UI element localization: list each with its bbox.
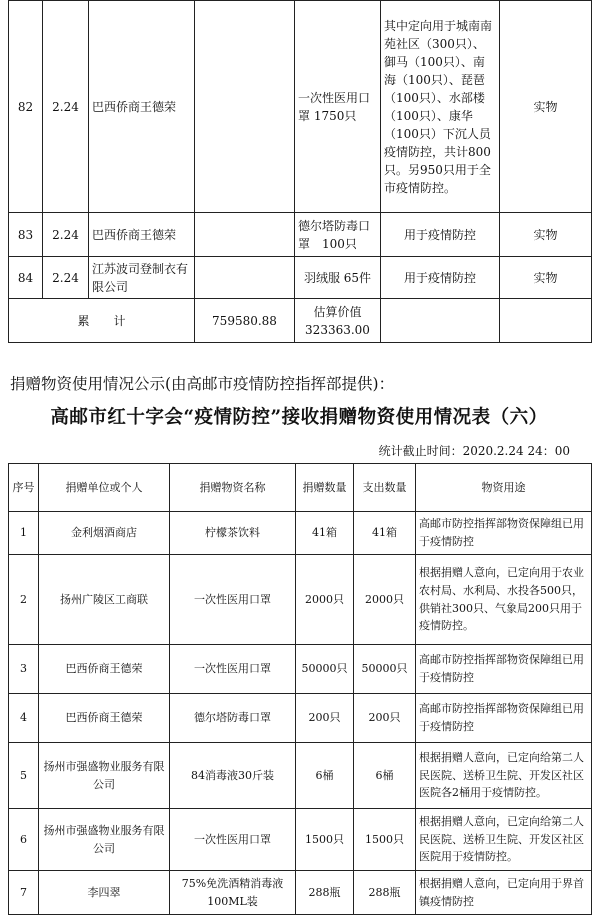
row-number: 6 (9, 809, 39, 871)
row-number: 83 (9, 213, 43, 257)
previous-donations-table (8, 0, 592, 343)
table-row (9, 645, 592, 694)
row-out: 1500只 (354, 809, 416, 871)
row-amount (195, 1, 295, 213)
total-type (500, 299, 592, 343)
row-out: 6桶 (354, 743, 416, 809)
intro-text: 捐赠物资使用情况公示(由高邮市疫情防控指挥部提供)： (10, 375, 395, 393)
stats-time: 统计截止时间：2020.2.24 24：00 (378, 444, 570, 458)
row-use: 根据捐赠人意向，已定向给第二人民医院、送桥卫生院、开发区社区医院用于疫情防控。 (416, 809, 592, 871)
row-donor: 巴西侨商王德荣 (89, 1, 195, 213)
row-use: 高邮市防控指挥部物资保障组已用于疫情防控 (416, 694, 592, 743)
row-number: 1 (9, 512, 39, 555)
row-item: 柠檬茶饮料 (170, 512, 296, 555)
header-donor: 捐赠单位或个人 (39, 464, 170, 512)
table-row (9, 257, 592, 299)
row-number: 3 (9, 645, 39, 694)
row-donor: 李四翠 (39, 871, 170, 915)
row-type: 实物 (500, 1, 592, 213)
row-donor: 巴西侨商王德荣 (39, 694, 170, 743)
row-qty: 41箱 (296, 512, 354, 555)
total-label: 累 计 (9, 299, 195, 343)
row-use: 高邮市防控指挥部物资保障组已用于疫情防控 (416, 512, 592, 555)
row-use: 高邮市防控指挥部物资保障组已用于疫情防控 (416, 645, 592, 694)
row-out: 50000只 (354, 645, 416, 694)
row-donor: 扬州广陵区工商联 (39, 555, 170, 645)
row-out: 200只 (354, 694, 416, 743)
row-number: 84 (9, 257, 43, 299)
row-donor: 金利烟酒商店 (39, 512, 170, 555)
total-row (9, 299, 592, 343)
table-row (9, 871, 592, 915)
table-row (9, 1, 592, 213)
row-donor: 江苏波司登制衣有限公司 (89, 257, 195, 299)
table-row (9, 213, 592, 257)
row-number: 4 (9, 694, 39, 743)
row-date: 2.24 (43, 1, 89, 213)
row-number: 2 (9, 555, 39, 645)
row-use: 其中定向用于城南南苑社区（300只）、御马（100只）、南海（100只）、琵琶（100只）、水部楼（100只）、康华（100只）下沉人员疫情防控，共计800只。另950只用于全市疫情防控。 (381, 1, 500, 213)
row-qty: 1500只 (296, 809, 354, 871)
table-row (9, 743, 592, 809)
header-qty: 捐赠数量 (296, 464, 354, 512)
header-no: 序号 (9, 464, 39, 512)
row-use: 用于疫情防控 (381, 213, 500, 257)
row-donor: 巴西侨商王德荣 (89, 213, 195, 257)
row-use: 根据捐赠人意向，已定向用于农业农村局、水利局、水投各500只，供销社300只、气象局200只用于疫情防控。 (416, 555, 592, 645)
row-out: 41箱 (354, 512, 416, 555)
total-estimated-value: 估算价值 323363.00 (295, 299, 381, 343)
table-header-row (9, 464, 592, 512)
header-use: 物资用途 (416, 464, 592, 512)
row-donor: 扬州市强盛物业服务有限公司 (39, 809, 170, 871)
row-type: 实物 (500, 213, 592, 257)
row-item: 一次性医用口罩 (170, 809, 296, 871)
row-item: 84消毒液30斤装 (170, 743, 296, 809)
row-donor: 巴西侨商王德荣 (39, 645, 170, 694)
page-title: 高邮市红十字会“疫情防控”接收捐赠物资使用情况表（六） (50, 407, 548, 428)
table-row (9, 512, 592, 555)
row-item: 羽绒服 65件 (295, 257, 381, 299)
row-qty: 288瓶 (296, 871, 354, 915)
row-number: 82 (9, 1, 43, 213)
table-row (9, 555, 592, 645)
row-date: 2.24 (43, 257, 89, 299)
row-qty: 6桶 (296, 743, 354, 809)
row-out: 2000只 (354, 555, 416, 645)
row-donor: 扬州市强盛物业服务有限公司 (39, 743, 170, 809)
total-amount: 759580.88 (195, 299, 295, 343)
row-qty: 200只 (296, 694, 354, 743)
header-item: 捐赠物资名称 (170, 464, 296, 512)
row-number: 7 (9, 871, 39, 915)
row-date: 2.24 (43, 213, 89, 257)
row-qty: 2000只 (296, 555, 354, 645)
row-item: 一次性医用口罩 1750只 (295, 1, 381, 213)
row-number: 5 (9, 743, 39, 809)
row-item: 一次性医用口罩 (170, 555, 296, 645)
row-amount (195, 213, 295, 257)
row-item: 德尔塔防毒口罩 (170, 694, 296, 743)
row-use: 根据捐赠人意向，已定向用于界首镇疫情防控 (416, 871, 592, 915)
row-qty: 50000只 (296, 645, 354, 694)
row-use: 用于疫情防控 (381, 257, 500, 299)
row-item: 德尔塔防毒口罩 100只 (295, 213, 381, 257)
row-item: 75%免洗酒精消毒液100ML装 (170, 871, 296, 915)
donation-usage-table (8, 463, 592, 915)
header-out: 支出数量 (354, 464, 416, 512)
total-use (381, 299, 500, 343)
row-use: 根据捐赠人意向，已定向给第二人民医院、送桥卫生院、开发区社区医院各2桶用于疫情防控。 (416, 743, 592, 809)
row-type: 实物 (500, 257, 592, 299)
table-row (9, 694, 592, 743)
row-out: 288瓶 (354, 871, 416, 915)
row-item: 一次性医用口罩 (170, 645, 296, 694)
row-amount (195, 257, 295, 299)
table-row (9, 809, 592, 871)
